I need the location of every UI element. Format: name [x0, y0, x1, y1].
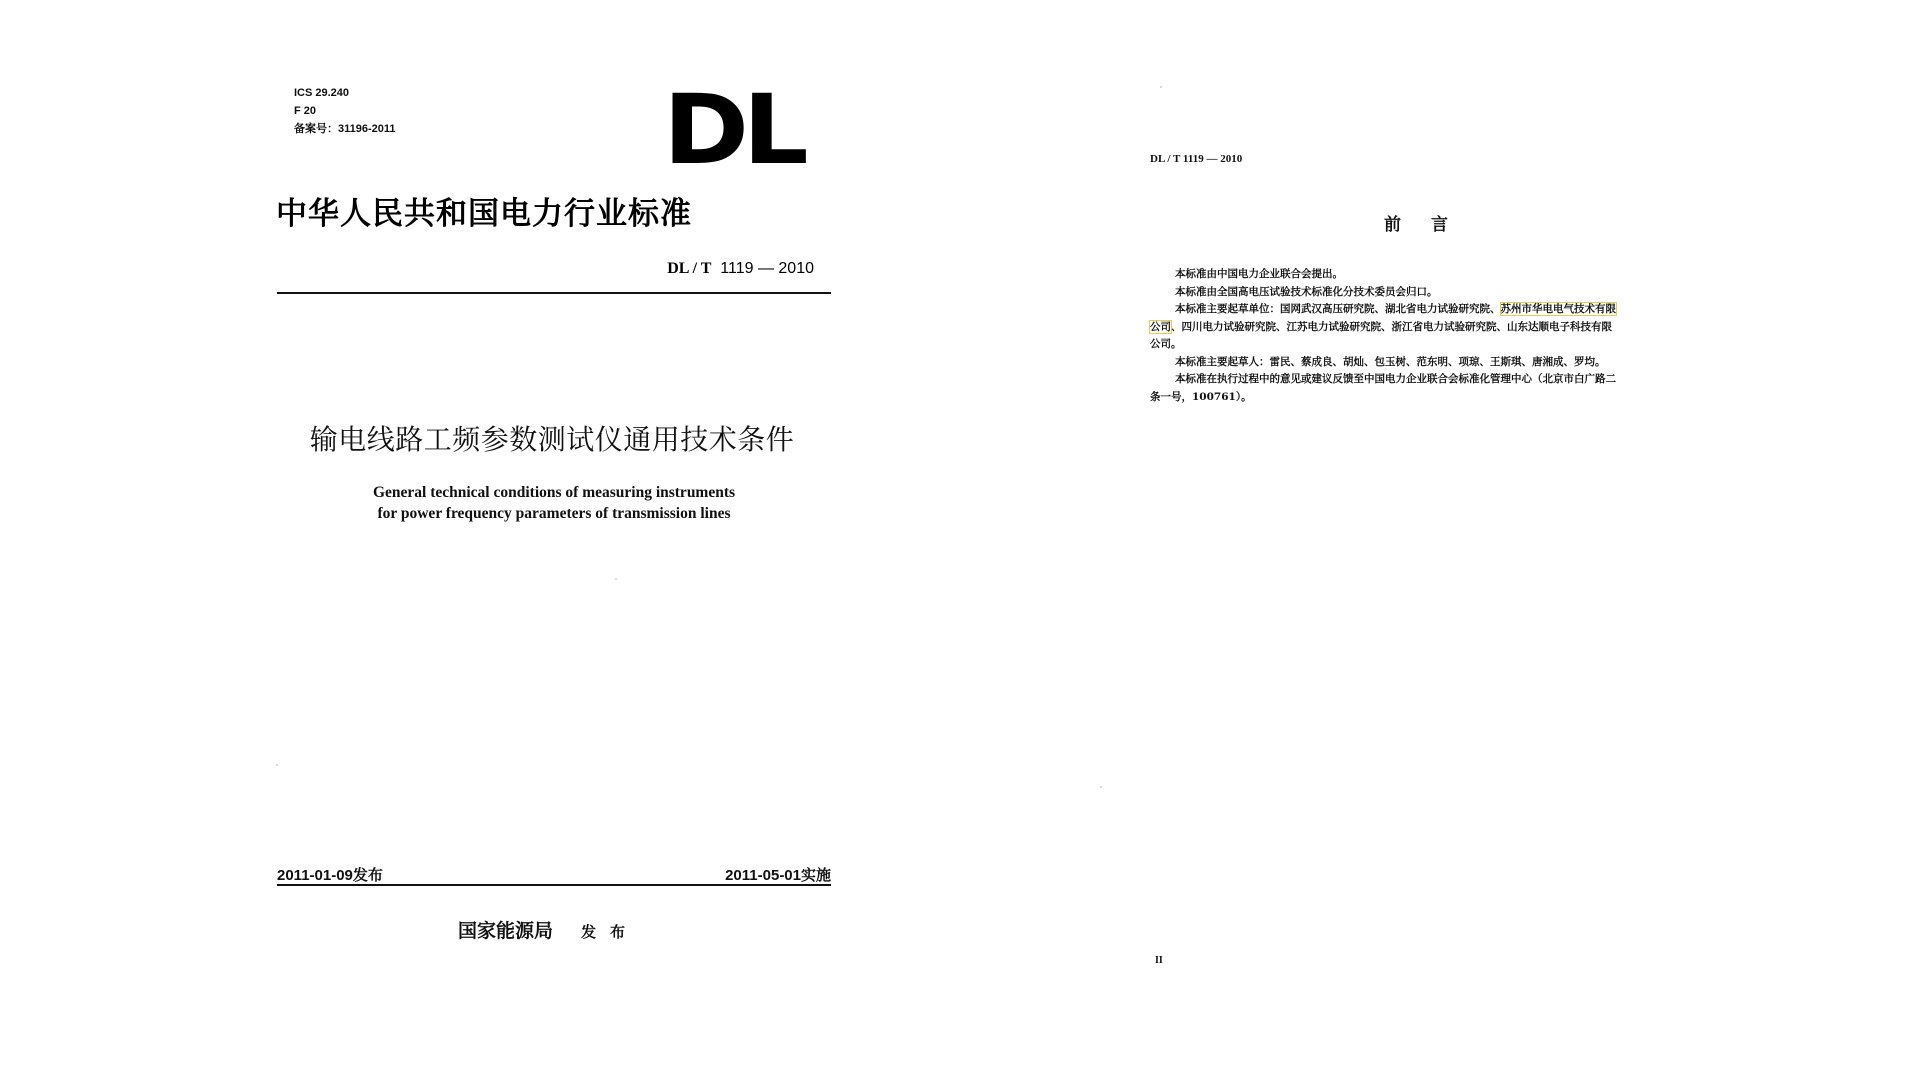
standard-prefix: DL / T: [667, 260, 712, 277]
scan-speck: [276, 764, 278, 766]
title-english-line-2: for power frequency parameters of transmission lines: [377, 505, 731, 522]
drafting-units-text-cont: 、四川电力试验研究院、江苏电力试验研究院、浙江省电力试验研究院、山东达顺电子科技有限: [1171, 320, 1612, 333]
foreword-line: 本标准由中国电力企业联合会提出。: [1175, 268, 1343, 280]
scan-speck: [1160, 86, 1162, 88]
foreword-line: 本标准在执行过程中的意见或建议反馈至中国电力企业联合会标准化管理中心（北京市白广路二: [1175, 373, 1616, 385]
title-chinese: 输电线路工频参数测试仪通用技术条件: [309, 423, 795, 456]
scan-speck: [1100, 786, 1102, 788]
classification-code: F 20: [294, 105, 317, 117]
cover-metadata: [294, 84, 396, 138]
implementation-date: 2011-05-01实施: [725, 867, 831, 884]
ics-code: ICS 29.240: [294, 87, 350, 99]
foreword-line: 本标准由全国高电压试验技术标准化分技术委员会归口。: [1175, 285, 1438, 298]
publisher: [458, 916, 639, 943]
org-standard-title: 中华人民共和国电力行业标准: [276, 196, 692, 232]
highlighted-company-name: 苏州市华电电气技术有限: [1500, 303, 1616, 315]
dl-logo: DL: [663, 74, 803, 186]
title-english-line-1: General technical conditions of measuring instruments: [372, 484, 736, 501]
page-header-standard-number: DL / T 1119 — 2010: [1150, 153, 1243, 165]
publish-word: 发布: [581, 923, 640, 941]
scan-speck: [615, 578, 617, 580]
foreword-line: 公司。: [1150, 338, 1182, 350]
foreword-line: [1150, 319, 1690, 337]
foreword-body: [1150, 266, 1690, 406]
foreword-page: [960, 0, 1920, 1080]
record-number: 备案号：31196-2011: [294, 123, 396, 135]
publisher-name: 国家能源局: [458, 920, 554, 942]
page-number: II: [1155, 955, 1163, 966]
foreword-line: [1150, 301, 1690, 319]
standard-code: 1119 — 2010: [720, 260, 814, 277]
issue-date: 2011-01-09发布: [277, 867, 383, 884]
cover-divider-top: [277, 292, 831, 294]
cover-divider-bottom: [277, 884, 831, 886]
standard-number: [667, 260, 814, 278]
title-english: [0, 482, 1108, 524]
highlighted-company-suffix: 公司: [1150, 320, 1171, 333]
foreword-line: 本标准主要起草人：雷民、蔡成良、胡灿、包玉树、范东明、项琼、王斯琪、唐湘成、罗均。: [1175, 355, 1606, 368]
drafting-units-text: 本标准主要起草单位：国网武汉高压研究院、湖北省电力试验研究院、: [1175, 303, 1501, 315]
foreword-line: 条一号，100761）。: [1150, 390, 1252, 403]
foreword-heading: 前言: [1384, 215, 1478, 235]
